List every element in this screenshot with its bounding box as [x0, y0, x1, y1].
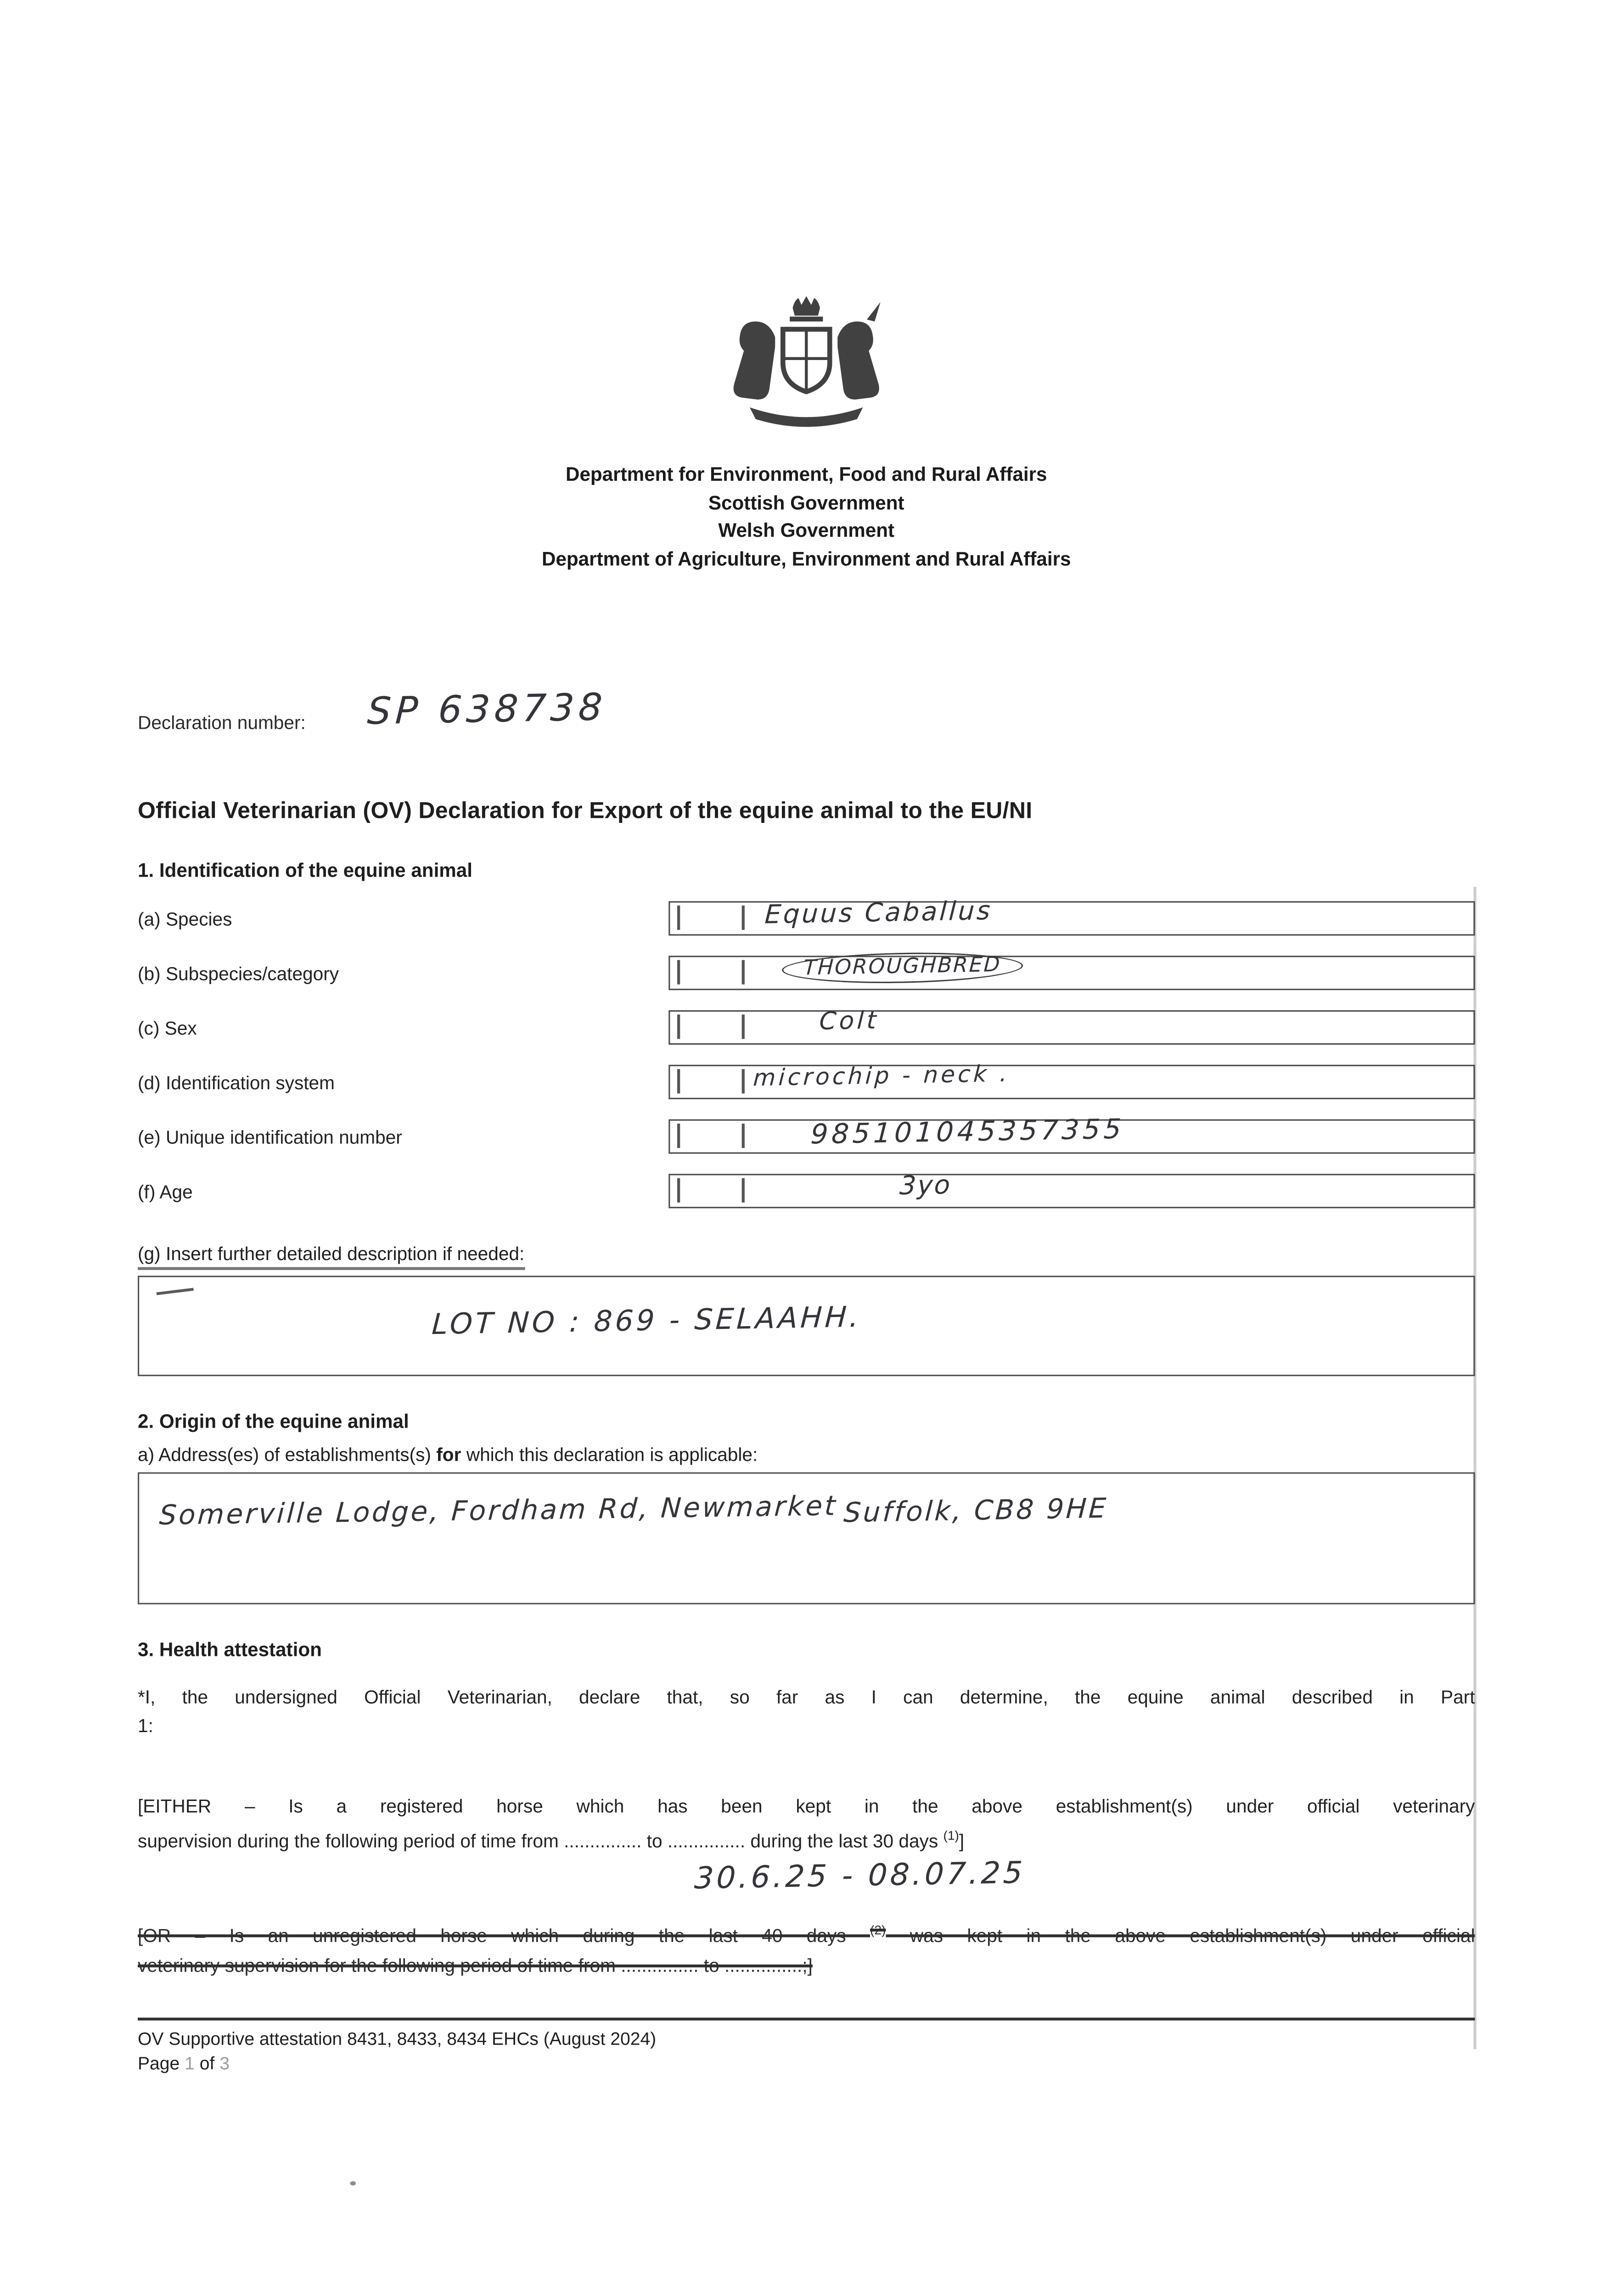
royal-coat-of-arms-icon: [138, 294, 1475, 444]
page-of-word: of: [199, 2053, 215, 2073]
either-clause-line2-text: supervision during the following period of time from ............... to ............... during the last 30 days: [138, 1830, 943, 1852]
footer-divider: [138, 2017, 1475, 2020]
sex-label: (c) Sex: [138, 1017, 197, 1038]
attestation-intro-line1: *I, the undersigned Official Veterinarian, declare that, so far as I can determine, the equine animal described in Part: [138, 1686, 1475, 1708]
section-3-heading: 3. Health attestation: [138, 1638, 322, 1660]
further-description-label: [138, 1243, 1475, 1264]
department-line-3: Welsh Government: [718, 519, 895, 541]
identification-system-field-box: [668, 1059, 1475, 1099]
attestation-intro: [138, 1683, 1475, 1741]
species-field-box: [668, 896, 1475, 936]
species-value: Equus Caballus: [764, 896, 993, 931]
page-total-number: 3: [219, 2053, 230, 2073]
tick-mark: [677, 1069, 680, 1093]
footer-page-indicator: [138, 2053, 1475, 2073]
address-value-line2: Suffolk, CB8 9HE: [843, 1493, 1109, 1530]
address-label: [138, 1444, 1475, 1465]
page-word: Page: [138, 2053, 180, 2073]
tick-mark: [677, 1014, 680, 1039]
subspecies-label: (b) Subspecies/category: [138, 962, 339, 984]
address-value-line1: Somerville Lodge, Fordham Rd, Newmarket: [158, 1490, 838, 1532]
age-value: 3yo: [899, 1170, 952, 1202]
age-field-box: [668, 1170, 1475, 1208]
sex-value: Colt: [818, 1007, 880, 1037]
tick-mark: [677, 1178, 680, 1203]
address-label-bold-word: for: [436, 1443, 461, 1465]
either-clause-line1: [EITHER – Is a registered horse which has been kept in the above establishment(s) under official veterinary: [138, 1795, 1475, 1817]
species-label: (a) Species: [138, 907, 232, 929]
tick-mark: [742, 1124, 744, 1148]
or-clause-line1-pre: [OR – Is an unregistered horse which during the last 40 days: [138, 1925, 870, 1947]
further-description-label-text: (g) Insert further detailed description if needed:: [138, 1243, 524, 1270]
either-clause-closing-bracket: ]: [959, 1830, 965, 1852]
field-row-identification-system: [138, 1059, 1475, 1099]
declaration-number-label: Declaration number:: [138, 712, 306, 733]
declaration-number-value: SP 638738: [365, 687, 607, 734]
supervision-dates-value: 30.6.25 - 08.07.25: [693, 1856, 1027, 1896]
subspecies-value: [781, 951, 1023, 985]
attestation-intro-line2: 1:: [138, 1715, 153, 1737]
tick-mark: [677, 960, 680, 985]
or-clause-line1-post: was kept in the above establishment(s) under official: [886, 1925, 1475, 1947]
page-current-number: 1: [185, 2053, 195, 2073]
tick-mark: [742, 1014, 744, 1039]
identification-system-value: microchip - neck .: [753, 1059, 1011, 1092]
or-clause-line2: [138, 1951, 1475, 1980]
further-description-box: [138, 1276, 1475, 1376]
identification-system-label: (d) Identification system: [138, 1071, 335, 1093]
department-line-2: Scottish Government: [708, 491, 904, 513]
department-line-4: Department of Agriculture, Environment and Rural Affairs: [541, 547, 1071, 569]
identification-fields: [138, 896, 1475, 1209]
or-clause-line2-text: veterinary supervision for the following period of time from ............... to ...............;]: [138, 1954, 813, 1976]
field-row-age: [138, 1170, 1475, 1208]
department-header: [138, 461, 1475, 573]
age-label: (f) Age: [138, 1180, 193, 1202]
subspecies-field-box: [668, 956, 1475, 990]
address-label-part2: which this declaration is applicable:: [461, 1443, 758, 1465]
scan-artifact-vertical-line: [1473, 887, 1476, 2049]
tick-mark: [742, 1178, 744, 1203]
either-clause: [138, 1792, 1475, 1856]
footnote-2-marker: (2): [870, 1923, 886, 1938]
field-row-subspecies: [138, 956, 1475, 990]
footer-attestation-reference: OV Supportive attestation 8431, 8433, 8434 EHCs (August 2024): [138, 2028, 657, 2049]
declaration-number-row: [138, 687, 1475, 751]
scan-artifact-dot: [350, 2181, 356, 2185]
tick-mark: [677, 1124, 680, 1148]
address-box: [138, 1472, 1475, 1604]
tick-mark: [742, 906, 744, 930]
unique-id-value: 985101045357355: [809, 1114, 1126, 1151]
section-2-heading: 2. Origin of the equine animal: [138, 1410, 409, 1432]
supervision-dates-row: [138, 1856, 1475, 1902]
tick-mark: [742, 960, 744, 985]
or-clause-struck: [138, 1916, 1475, 1980]
unique-id-label: (e) Unique identification number: [138, 1125, 402, 1148]
either-clause-line2: [138, 1821, 1475, 1856]
footnote-1-marker: (1): [943, 1828, 959, 1843]
tick-mark: [742, 1069, 744, 1093]
field-row-species: [138, 896, 1475, 936]
pen-mark: [157, 1288, 194, 1295]
further-description-value: LOT NO : 869 - SELAAHH.: [431, 1299, 863, 1341]
tick-mark: [677, 906, 680, 930]
document-title: Official Veterinarian (OV) Declaration for Export of the equine animal to the EU/NI: [138, 799, 1033, 824]
unique-id-field-box: [668, 1114, 1475, 1154]
department-line-1: Department for Environment, Food and Rural Affairs: [565, 463, 1047, 485]
or-clause-line1: [138, 1916, 1475, 1951]
address-label-part1: a) Address(es) of establishments(s): [138, 1443, 437, 1465]
section-1-heading: 1. Identification of the equine animal: [138, 859, 473, 881]
sex-field-box: [668, 1007, 1475, 1045]
coat-of-arms-graphic: [699, 294, 914, 441]
hand-drawn-circle: THOROUGHBRED: [781, 951, 1023, 985]
field-row-unique-id: [138, 1114, 1475, 1154]
field-row-sex: [138, 1007, 1475, 1045]
